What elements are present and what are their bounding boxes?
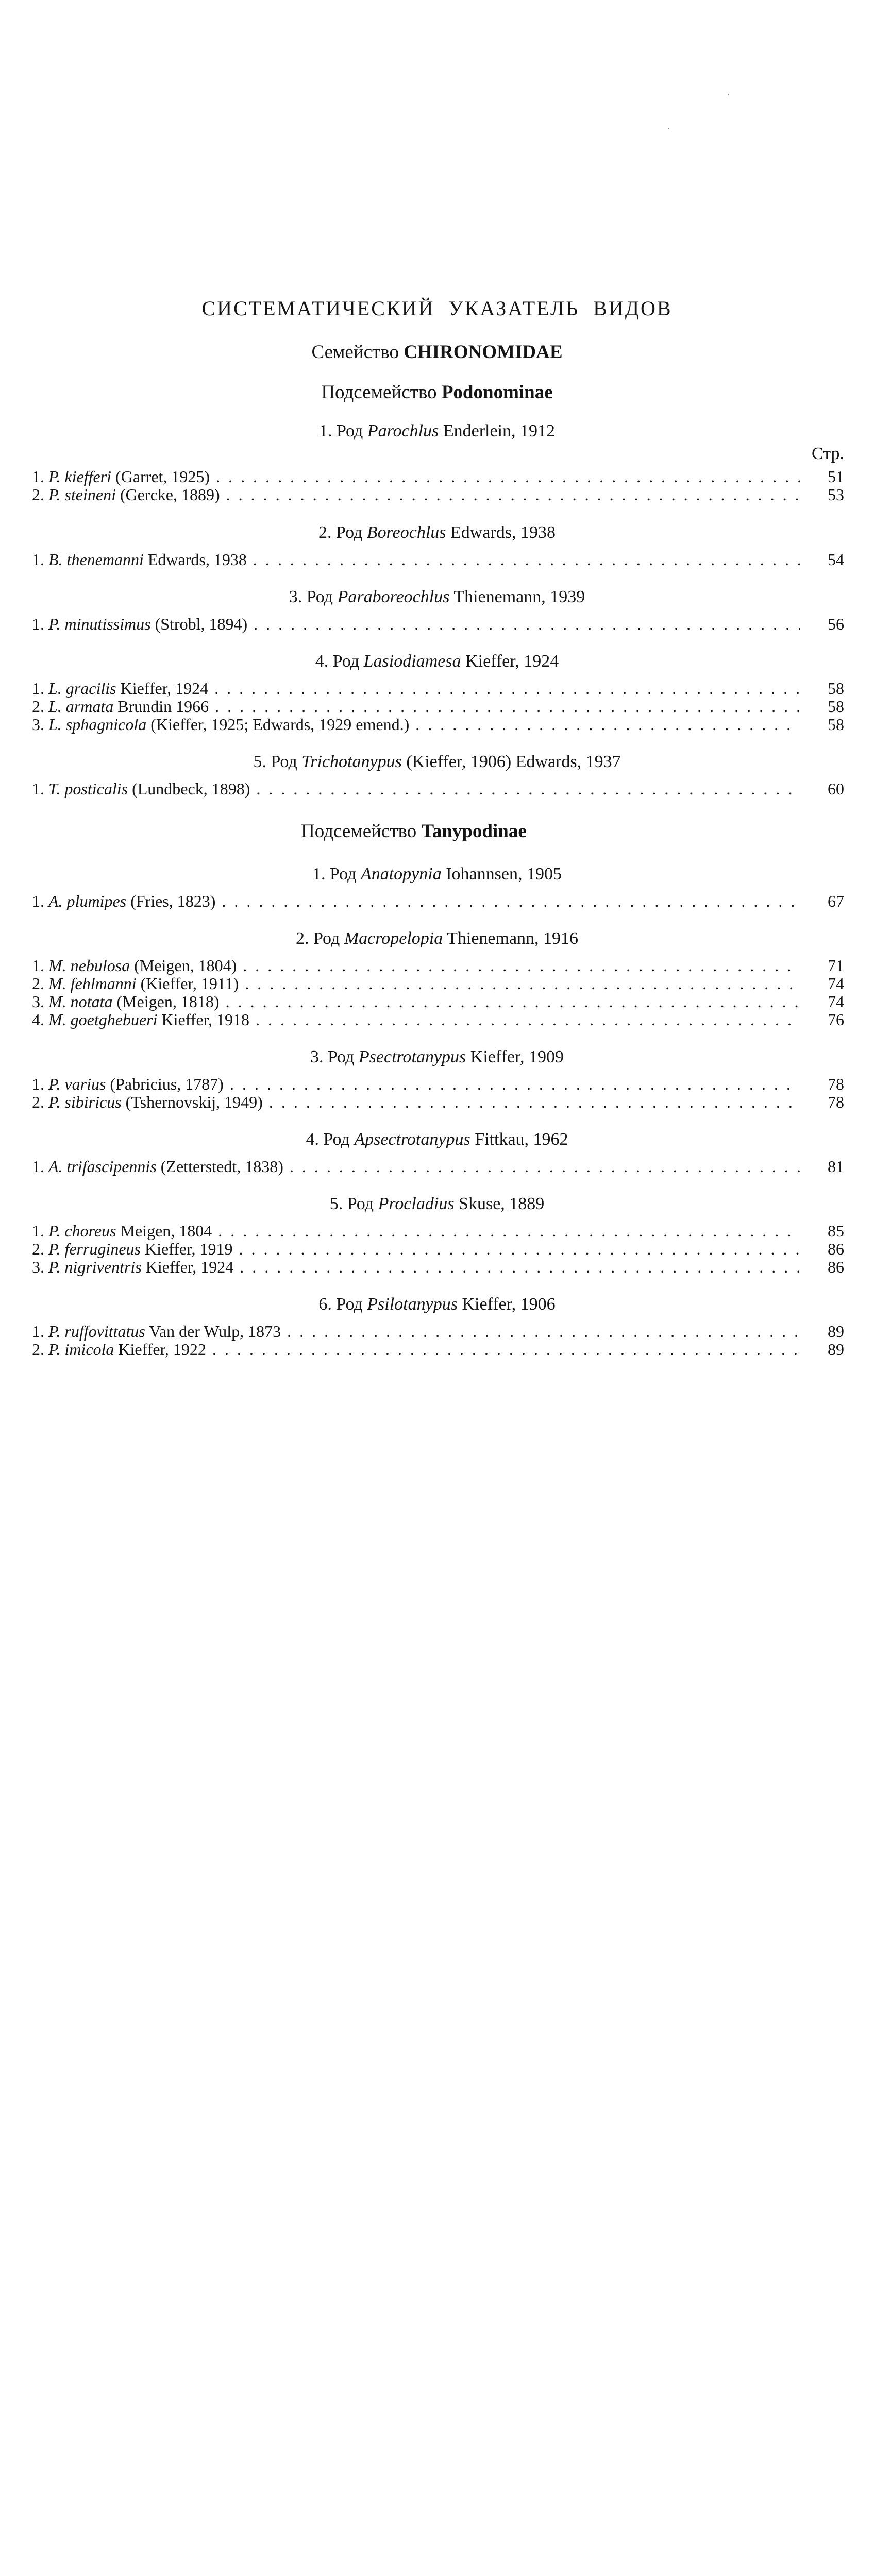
genus-name: Macropelopia (344, 929, 443, 948)
page-number: 86 (828, 1258, 844, 1276)
species-epithet: thenemanni (66, 550, 144, 569)
species-epithet: kiefferi (64, 467, 112, 486)
genus-header (0, 1130, 874, 1149)
paper-speck (668, 128, 669, 129)
genus-header (0, 1047, 874, 1067)
genus-number: 5. Род (253, 752, 297, 771)
species-epithet: nebulosa (70, 956, 130, 975)
genus-number: 5. Род (329, 1194, 374, 1213)
species-entry (32, 992, 844, 1011)
genus-abbr: P. (48, 1093, 61, 1111)
species-epithet: ferrugineus (64, 1240, 141, 1258)
page-number: 56 (828, 615, 844, 633)
species-epithet: choreus (64, 1222, 116, 1240)
genus-number: 2. Род (295, 929, 340, 948)
species-entry (32, 697, 844, 716)
genus-name: Procladius (378, 1194, 455, 1213)
page-number: 74 (828, 974, 844, 993)
family-heading (0, 341, 874, 363)
entry-number: 2. (32, 485, 44, 504)
species-author: (Meigen, 1818) (116, 992, 220, 1011)
genus-abbr: M. (48, 1010, 66, 1029)
genus-number: 1. Род (318, 421, 363, 440)
page-number: 54 (828, 550, 844, 569)
genus-header (0, 929, 874, 948)
page-number: 74 (828, 992, 844, 1011)
genus-header (0, 1295, 874, 1314)
family-prefix: Семейство (311, 342, 399, 363)
species-author: Edwards, 1938 (147, 550, 247, 569)
page-number: 58 (828, 715, 844, 734)
species-epithet: goetghebueri (70, 1010, 158, 1029)
species-entry (32, 467, 844, 486)
species-author: (Tshernovskij, 1949) (125, 1093, 263, 1111)
species-author: Kieffer, 1919 (144, 1240, 233, 1258)
species-entry (32, 1222, 844, 1240)
genus-author: Enderlein, 1912 (443, 421, 556, 440)
species-epithet: nigriventris (64, 1258, 142, 1276)
entry-number: 1. (32, 679, 44, 698)
paper-speck (728, 94, 729, 95)
species-author: (Pabricius, 1787) (110, 1075, 224, 1093)
genus-author: Kieffer, 1924 (465, 652, 559, 671)
species-author: Kieffer, 1918 (161, 1010, 250, 1029)
genus-header (0, 421, 874, 441)
entry-number: 2. (32, 1340, 44, 1359)
genus-name: Apsectrotanypus (354, 1130, 470, 1149)
genus-number: 4. Род (315, 652, 360, 671)
page-number: 60 (828, 779, 844, 798)
genus-abbr: L. (48, 679, 62, 698)
genus-abbr: P. (48, 1240, 61, 1258)
species-author: Meigen, 1804 (120, 1222, 212, 1240)
species-author: (Kieffer, 1925; Edwards, 1929 emend.) (150, 715, 410, 734)
species-epithet: ruffovittatus (64, 1322, 145, 1341)
genus-abbr: P. (48, 1258, 61, 1276)
genus-number: 4. Род (306, 1130, 350, 1149)
subfamily-heading (0, 381, 874, 403)
genus-header (0, 865, 874, 884)
entry-number: 3. (32, 992, 44, 1011)
page-number: 89 (828, 1322, 844, 1341)
species-entry (32, 1340, 844, 1359)
genus-author: (Kieffer, 1906) Edwards, 1937 (406, 752, 621, 771)
entry-number: 1. (32, 615, 44, 633)
species-author: (Kieffer, 1911) (140, 974, 239, 993)
species-epithet: trifascipennis (66, 1157, 157, 1176)
species-epithet: sibiricus (64, 1093, 122, 1111)
page-number: 53 (828, 485, 844, 504)
entry-number: 4. (32, 1010, 44, 1029)
genus-number: 6. Род (318, 1295, 363, 1314)
page-number: 89 (828, 1340, 844, 1359)
genus-abbr: P. (48, 1222, 61, 1240)
subfamily-prefix: Подсемейство (301, 821, 417, 842)
subfamily-name: Podonominae (441, 382, 553, 403)
species-epithet: steineni (64, 485, 116, 504)
genus-name: Trichotanypus (301, 752, 402, 771)
entry-number: 3. (32, 715, 44, 734)
species-entry (32, 1322, 844, 1341)
genus-abbr: P. (48, 1322, 61, 1341)
species-epithet: posticalis (64, 779, 128, 798)
page-number: 86 (828, 1240, 844, 1258)
species-author: Brundin 1966 (117, 697, 209, 716)
species-author: (Meigen, 1804) (134, 956, 237, 975)
species-entry (32, 1258, 844, 1276)
species-epithet: gracilis (65, 679, 116, 698)
genus-name: Anatopynia (360, 865, 442, 884)
genus-author: Iohannsen, 1905 (446, 865, 562, 884)
genus-number: 1. Род (312, 865, 357, 884)
species-epithet: armata (65, 697, 114, 716)
species-entry (32, 485, 844, 504)
entry-number: 1. (32, 550, 44, 569)
page-column-label: Стр. (811, 444, 844, 463)
species-author: (Lundbeck, 1898) (132, 779, 250, 798)
page-number: 81 (828, 1157, 844, 1176)
genus-name: Lasiodiamesa (363, 652, 461, 671)
species-entry (32, 1075, 844, 1093)
page-number: 85 (828, 1222, 844, 1240)
entry-number: 3. (32, 1258, 44, 1276)
genus-author: Thienemann, 1939 (453, 587, 585, 606)
species-entry (32, 1093, 844, 1111)
species-epithet: fehlmanni (70, 974, 137, 993)
entry-number: 1. (32, 1075, 44, 1093)
entry-number: 1. (32, 467, 44, 486)
species-epithet: varius (64, 1075, 106, 1093)
species-epithet: minutissimus (64, 615, 151, 633)
entry-number: 1. (32, 892, 44, 910)
genus-abbr: P. (48, 1075, 61, 1093)
page-number: 71 (828, 956, 844, 975)
entry-number: 2. (32, 974, 44, 993)
genus-abbr: L. (48, 697, 62, 716)
entry-number: 2. (32, 697, 44, 716)
entry-number: 2. (32, 1240, 44, 1258)
genus-name: Psilotanypus (367, 1295, 458, 1314)
species-entry (32, 1010, 844, 1029)
entry-number: 1. (32, 1222, 44, 1240)
genus-name: Boreochlus (366, 523, 446, 542)
entry-number: 1. (32, 779, 44, 798)
species-epithet: imicola (64, 1340, 114, 1359)
entry-number: 2. (32, 1093, 44, 1111)
genus-number: 3. Род (310, 1047, 355, 1066)
species-author: (Gercke, 1889) (120, 485, 220, 504)
genus-abbr: P. (48, 485, 61, 504)
genus-abbr: A. (48, 1157, 63, 1176)
subfamily-heading (301, 820, 527, 842)
species-entry (32, 615, 844, 633)
genus-author: Kieffer, 1909 (470, 1047, 564, 1066)
entry-number: 1. (32, 1157, 44, 1176)
page-number: 58 (828, 679, 844, 698)
genus-header (0, 523, 874, 543)
genus-name: Parochlus (367, 421, 439, 440)
genus-abbr: P. (48, 615, 61, 633)
entry-number: 1. (32, 1322, 44, 1341)
species-entry (32, 974, 844, 993)
genus-author: Kieffer, 1906 (462, 1295, 556, 1314)
genus-abbr: P. (48, 1340, 61, 1359)
page-number: 78 (828, 1075, 844, 1093)
page-number: 58 (828, 697, 844, 716)
species-author: (Fries, 1823) (130, 892, 216, 910)
genus-header (0, 652, 874, 671)
species-entry (32, 1157, 844, 1176)
species-author: (Zetterstedt, 1838) (160, 1157, 283, 1176)
genus-number: 3. Род (289, 587, 333, 606)
species-author: Kieffer, 1924 (120, 679, 209, 698)
genus-name: Psectrotanypus (358, 1047, 466, 1066)
species-entry (32, 550, 844, 569)
genus-abbr: B. (48, 550, 63, 569)
page-number: 76 (828, 1010, 844, 1029)
genus-author: Fittkau, 1962 (475, 1130, 568, 1149)
genus-name: Paraboreochlus (337, 587, 450, 606)
genus-abbr: M. (48, 956, 66, 975)
species-entry (32, 1240, 844, 1258)
species-epithet: sphagnicola (65, 715, 147, 734)
subfamily-prefix: Подсемейство (321, 382, 437, 403)
species-epithet: plumipes (66, 892, 127, 910)
species-author: Kieffer, 1922 (118, 1340, 206, 1359)
genus-abbr: M. (48, 974, 66, 993)
entry-number: 1. (32, 956, 44, 975)
species-epithet: notata (70, 992, 113, 1011)
page-number: 67 (828, 892, 844, 910)
genus-abbr: P. (48, 467, 61, 486)
species-entry (32, 956, 844, 975)
page-number: 78 (828, 1093, 844, 1111)
genus-header (0, 1194, 874, 1214)
genus-abbr: T. (48, 779, 61, 798)
species-author: Van der Wulp, 1873 (149, 1322, 281, 1341)
genus-abbr: A. (48, 892, 63, 910)
genus-author: Skuse, 1889 (459, 1194, 545, 1213)
genus-abbr: L. (48, 715, 62, 734)
species-entry (32, 779, 844, 798)
genus-abbr: M. (48, 992, 66, 1011)
page-title: СИСТЕМАТИЧЕСКИЙ УКАЗАТЕЛЬ ВИДОВ (201, 297, 673, 320)
genus-header (0, 752, 874, 772)
genus-author: Edwards, 1938 (450, 523, 556, 542)
species-author: (Strobl, 1894) (155, 615, 248, 633)
species-entry (32, 892, 844, 910)
genus-header (0, 587, 874, 607)
species-entry (32, 679, 844, 698)
family-name: CHIRONOMIDAE (404, 342, 563, 363)
subfamily-name: Tanypodinae (421, 821, 527, 842)
species-author: Kieffer, 1924 (145, 1258, 234, 1276)
species-entry (32, 715, 844, 734)
page-number: 51 (828, 467, 844, 486)
genus-author: Thienemann, 1916 (447, 929, 579, 948)
species-author: (Garret, 1925) (115, 467, 210, 486)
genus-number: 2. Род (318, 523, 363, 542)
